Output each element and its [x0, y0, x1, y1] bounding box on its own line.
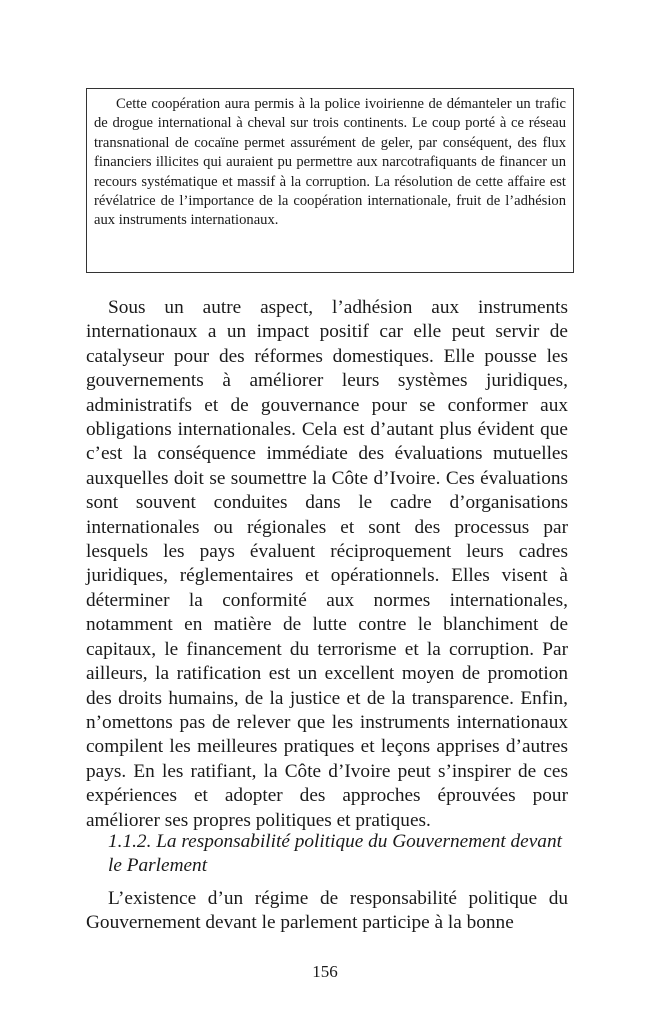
highlight-box — [86, 88, 574, 273]
box-text: Cette coopération aura permis à la police ivoirienne de démanteler un trafic de drogue international à cheval sur trois continents. Le coup porté à ce réseau transnational de cocaïne permet assurément de geler, par conséquent, des flux financiers illicites qui auraient pu permettre aux narcotrafiquants de financer un recours systématique et massif à la corruption. La résolution de cette affaire est révélatrice de l’importance de la coopération internationale, fruit de l’adhésion aux instruments internationaux. — [94, 96, 566, 229]
paragraph-1: Sous un autre aspect, l’adhésion aux instruments internationaux a un impact positif car elle peut servir de catalyseur pour des réformes domestiques. Elle pousse les gouvernements à améliorer leurs systèmes juridiques, administratifs et de gouvernance pour se conformer aux obligations internationales. Cela est d’autant plus évident que c’est la conséquence immédiate des évaluations mutuelles auxquelles doit se soumettre la Côte d’Ivoire. Ces évaluations sont souvent conduites dans le cadre d’organisations internationales ou régionales et sont des processus par lesquels les pays évaluent réciproquement leurs cadres juridiques, réglementaires et opérationnels. Elles visent à déterminer la conformité aux normes internationales, notamment en matière de lutte contre le blanchiment de capitaux, le financement du terrorisme et la corruption. Par ailleurs, la ratification est un excellent moyen de promotion des droits humains, de la justice et de la transparence. Enfin, n’omettons pas de relever que les instruments internationaux compilent les meilleures pratiques et leçons apprises d’autres pays. En les ratifiant, la Côte d’Ivoire peut s’inspirer de ces expériences et adopter des approches éprouvées pour améliorer ses propres politiques et pratiques. — [86, 297, 568, 831]
body-section-2 — [86, 887, 568, 936]
body-section — [86, 296, 568, 833]
paragraph-2: L’existence d’un régime de responsabilité politique du Gouvernement devant le parlement participe à la bonne — [86, 888, 568, 934]
page-number: 156 — [312, 962, 338, 981]
section-heading: 1.1.2. La responsabilité politique du Gouvernement devant le Parlement — [108, 831, 562, 877]
